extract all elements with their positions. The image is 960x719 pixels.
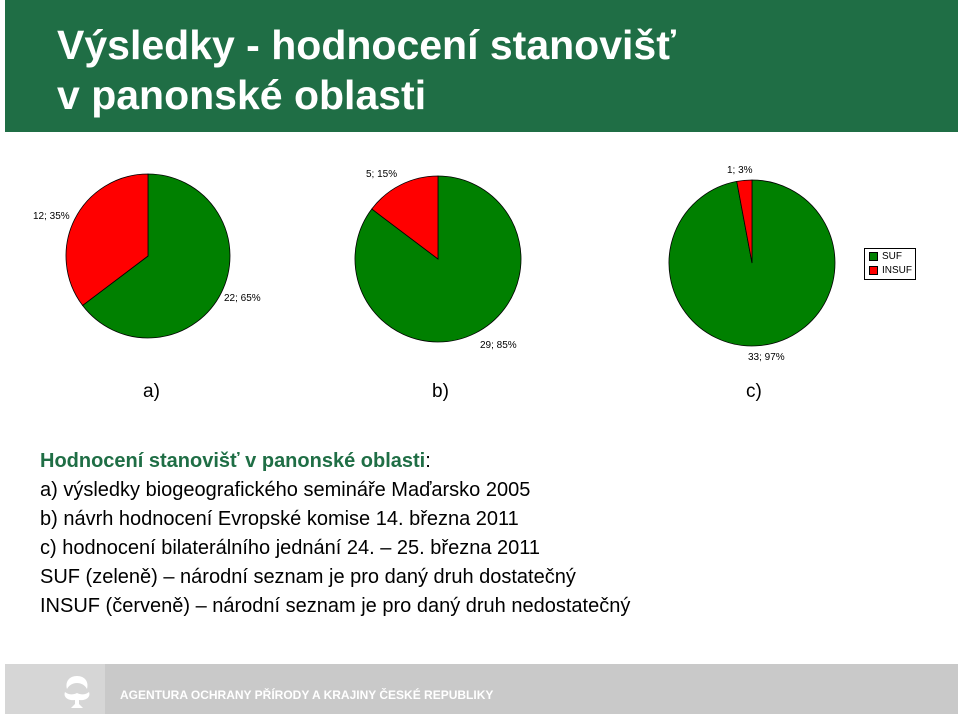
description-heading-text: Hodnocení stanovišť v panonské oblasti xyxy=(40,450,426,472)
charts-area xyxy=(0,150,960,380)
pie-2-label-suf: 33; 97% xyxy=(748,352,785,363)
panel-letter-a: a) xyxy=(143,381,160,402)
footer-logo xyxy=(5,664,105,714)
description-line-b: b) návrh hodnocení Evropské komise 14. března 2011 xyxy=(40,508,519,530)
title-bar xyxy=(5,0,958,132)
panel-letter-b: b) xyxy=(432,381,449,402)
legend-label-suf: SUF xyxy=(882,251,902,262)
description-line-suf: SUF (zeleně) – národní seznam je pro daný druh dostatečný xyxy=(40,566,576,588)
slide-title: Výsledky - hodnocení stanovišť v panonské oblasti xyxy=(57,22,676,118)
pie-0-label-insuf: 12; 35% xyxy=(33,211,70,222)
description xyxy=(40,447,920,621)
pie-2-label-insuf: 1; 3% xyxy=(727,165,753,176)
legend-swatch-insuf xyxy=(869,266,878,275)
chart-legend xyxy=(864,248,916,280)
aopk-logo-icon xyxy=(5,664,105,714)
pie-charts xyxy=(0,150,960,380)
panel-letter-c: c) xyxy=(746,381,762,402)
footer-text: AGENTURA OCHRANY PŘÍRODY A KRAJINY ČESKÉ REPUBLIKY xyxy=(120,688,494,702)
legend-label-insuf: INSUF xyxy=(882,265,912,276)
legend-swatch-suf xyxy=(869,252,878,261)
description-line-c: c) hodnocení bilaterálního jednání 24. – 25. března 2011 xyxy=(40,537,540,559)
pie-1-label-suf: 29; 85% xyxy=(480,340,517,351)
description-line-a: a) výsledky biogeografického semináře Maďarsko 2005 xyxy=(40,479,531,501)
description-heading-colon: : xyxy=(425,450,431,472)
description-heading xyxy=(40,447,920,476)
pie-1-label-insuf: 5; 15% xyxy=(366,169,398,180)
description-line-insuf: INSUF (červeně) – národní seznam je pro daný druh nedostatečný xyxy=(40,595,631,617)
legend-item-suf xyxy=(869,250,915,263)
legend-item-insuf xyxy=(869,264,915,277)
pie-0-label-suf: 22; 65% xyxy=(224,293,261,304)
